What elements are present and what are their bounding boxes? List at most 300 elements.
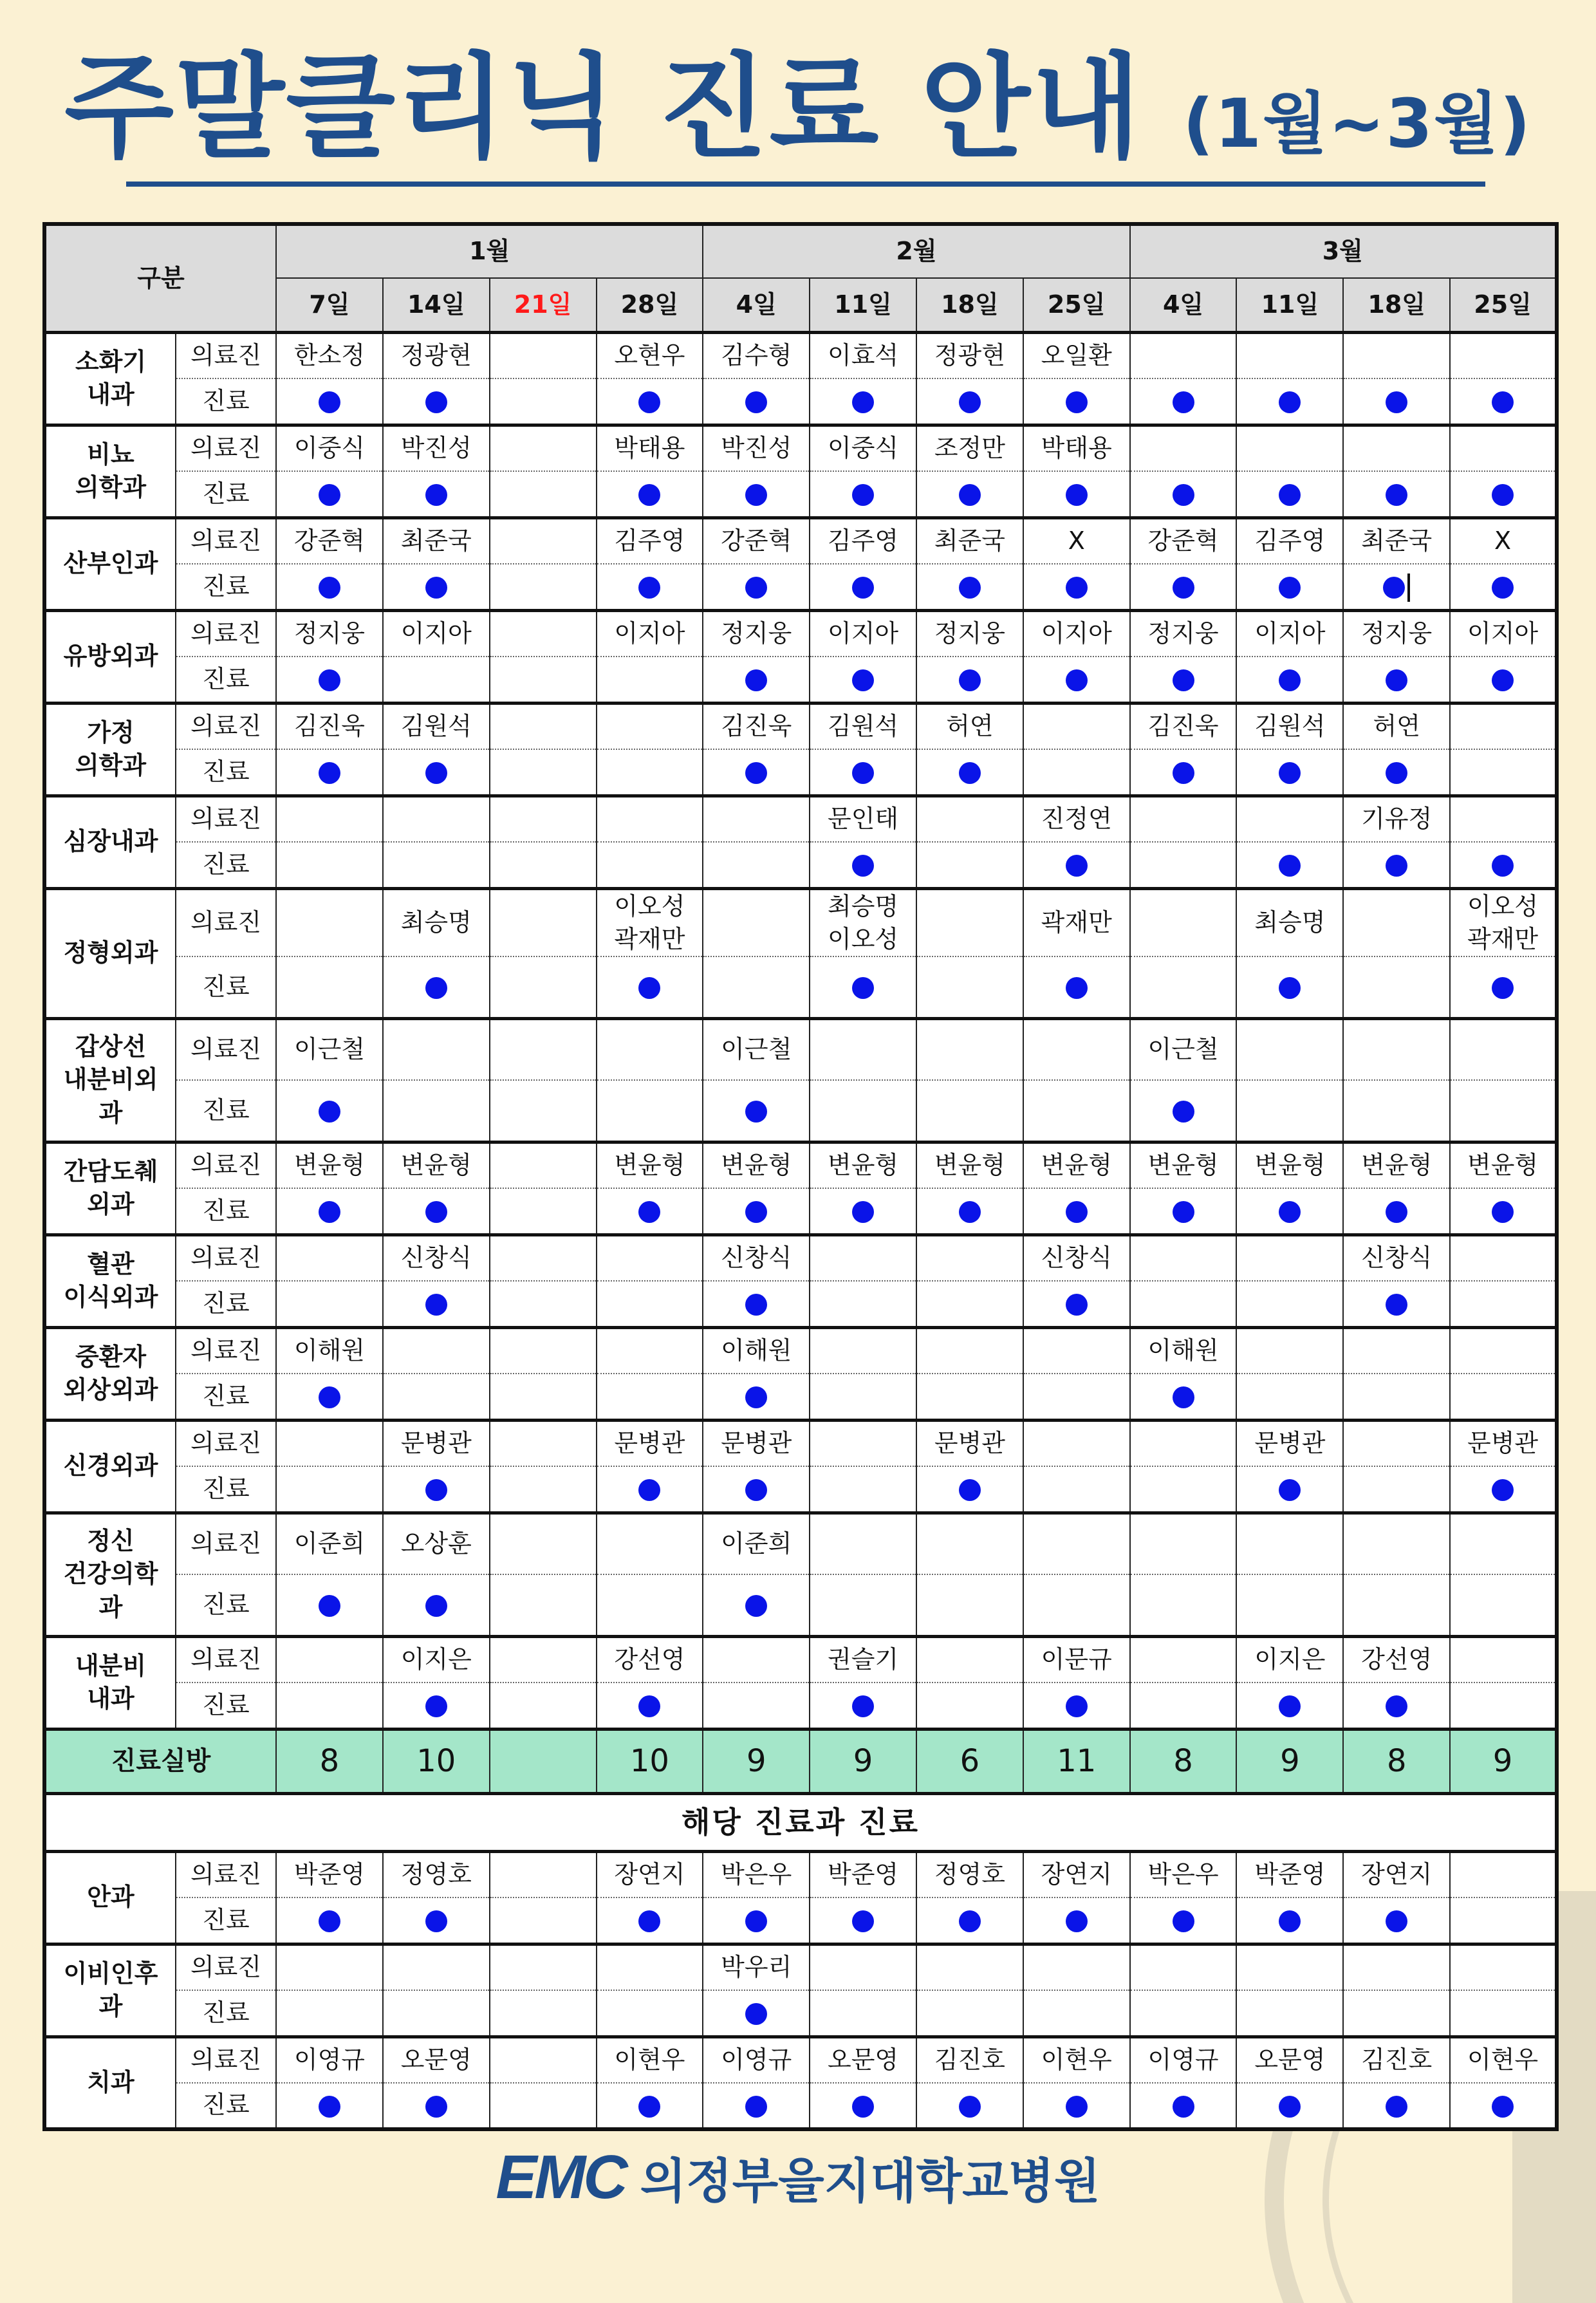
dept-doctor-row xyxy=(44,1944,1557,1990)
doctor-name: 이오성 xyxy=(614,891,685,920)
doctor-name: 문인태 xyxy=(828,805,899,834)
clinic-cell xyxy=(597,1374,703,1420)
title-underline xyxy=(126,182,1485,187)
clinic-cell xyxy=(383,564,490,610)
clinic-cell xyxy=(490,378,597,425)
clinic-cell xyxy=(1450,1990,1557,2037)
doctor-name: 조정만 xyxy=(934,434,1005,463)
text-line: 내과 xyxy=(87,380,135,409)
clinic-dot-icon xyxy=(638,391,660,413)
dept-clinic-row xyxy=(44,564,1557,610)
clinic-cell xyxy=(916,1683,1023,1729)
clinic-dot-icon xyxy=(1386,669,1407,691)
doctor-name: 김주영 xyxy=(1254,527,1326,555)
dept-doctor-row xyxy=(44,888,1557,956)
doctor-cell xyxy=(1130,1235,1237,1281)
doctor-cell xyxy=(1343,1944,1450,1990)
clinic-cell xyxy=(597,842,703,888)
clinic-cell xyxy=(1236,842,1343,888)
clinic-cell xyxy=(276,1188,383,1235)
doctor-name: 이중식 xyxy=(828,434,899,463)
header-date: 4일 xyxy=(1130,278,1237,332)
header-date: 28일 xyxy=(597,278,703,332)
doctor-cell xyxy=(490,1235,597,1281)
clinic-dot-icon xyxy=(1066,855,1088,877)
clinic-cell xyxy=(276,2083,383,2129)
clinic-cell xyxy=(703,564,810,610)
clinic-cell xyxy=(916,956,1023,1018)
doctor-cell xyxy=(1343,517,1450,564)
clinic-cell xyxy=(703,1080,810,1142)
clinic-dot-icon xyxy=(1066,1201,1088,1223)
clinic-cell xyxy=(1023,1897,1130,1944)
doctor-cell xyxy=(1343,888,1450,956)
clinic-cell xyxy=(916,1574,1023,1636)
header-month: 2월 xyxy=(703,224,1129,278)
clinic-cell xyxy=(276,749,383,796)
clinic-cell xyxy=(1236,564,1343,610)
doctor-cell xyxy=(1236,1235,1343,1281)
clinic-cell xyxy=(276,471,383,517)
doctor-name: 박진성 xyxy=(721,434,792,463)
row-type-doctor: 의료진 xyxy=(176,1513,276,1574)
doctor-name: 변윤형 xyxy=(400,1151,472,1180)
row-type-clinic: 진료 xyxy=(176,1683,276,1729)
clinic-cell xyxy=(597,749,703,796)
doctor-cell xyxy=(1130,517,1237,564)
clinic-cell xyxy=(597,2083,703,2129)
doctor-name: 김주영 xyxy=(828,527,899,555)
clinic-cell xyxy=(1450,471,1557,517)
clinic-cell xyxy=(703,956,810,1018)
doctor-name: 오문영 xyxy=(828,2046,899,2075)
doctor-cell xyxy=(810,1420,916,1466)
doctor-cell xyxy=(1130,1018,1237,1080)
clinic-cell xyxy=(1130,1897,1237,1944)
doctor-name: 이효석 xyxy=(828,341,899,370)
doctor-name: 박준영 xyxy=(1254,1860,1326,1889)
header-date: 7일 xyxy=(276,278,383,332)
text-cursor-icon xyxy=(1407,573,1410,602)
doctor-name: 문병관 xyxy=(1467,1429,1539,1458)
clinic-cell xyxy=(1343,564,1450,610)
clinic-cell xyxy=(597,1466,703,1513)
doctor-name: 최승명 xyxy=(1254,908,1326,937)
doctor-cell xyxy=(597,332,703,378)
doctor-cell xyxy=(1450,1944,1557,1990)
clinic-dot-icon xyxy=(745,391,767,413)
clinic-dot-icon xyxy=(1066,1294,1088,1316)
clinic-dot-icon xyxy=(425,1294,447,1316)
doctor-name: 이중식 xyxy=(293,434,365,463)
doctor-cell xyxy=(383,425,490,471)
clinic-cell xyxy=(1023,1281,1130,1327)
doctor-name: 장연지 xyxy=(1361,1860,1433,1889)
clinic-dot-icon xyxy=(745,1201,767,1223)
totals-value: 10 xyxy=(597,1729,703,1793)
clinic-dot-icon xyxy=(1279,977,1301,999)
clinic-dot-icon xyxy=(959,2096,981,2118)
clinic-cell xyxy=(1343,1466,1450,1513)
clinic-cell xyxy=(383,1080,490,1142)
clinic-dot-icon xyxy=(1279,391,1301,413)
doctor-cell xyxy=(916,517,1023,564)
doctor-name: 변윤형 xyxy=(828,1151,899,1180)
doctor-cell xyxy=(1236,1018,1343,1080)
doctor-name: 박태용 xyxy=(614,434,685,463)
clinic-cell xyxy=(490,842,597,888)
doctor-cell xyxy=(490,1944,597,1990)
clinic-dot-icon xyxy=(425,1479,447,1501)
doctor-name: 변윤형 xyxy=(1361,1151,1433,1180)
clinic-cell xyxy=(1450,2083,1557,2129)
doctor-cell xyxy=(916,888,1023,956)
clinic-cell xyxy=(383,1683,490,1729)
doctor-cell xyxy=(1343,1142,1450,1188)
clinic-cell xyxy=(1130,1281,1237,1327)
clinic-cell xyxy=(1130,749,1237,796)
clinic-cell xyxy=(1236,1897,1343,1944)
totals-value: 9 xyxy=(1236,1729,1343,1793)
clinic-cell xyxy=(1450,657,1557,703)
doctor-cell xyxy=(383,796,490,842)
doctor-cell xyxy=(490,1513,597,1574)
dept-clinic-row xyxy=(44,749,1557,796)
doctor-cell xyxy=(1023,1327,1130,1374)
doctor-name: 이지은 xyxy=(400,1645,472,1674)
row-type-clinic: 진료 xyxy=(176,749,276,796)
clinic-dot-icon xyxy=(1173,1910,1194,1932)
doctor-name: 허연 xyxy=(1373,712,1420,741)
doctor-name: 최준국 xyxy=(1361,527,1433,555)
clinic-cell xyxy=(810,1188,916,1235)
doctor-cell xyxy=(597,703,703,749)
dept-name xyxy=(44,610,176,703)
clinic-dot-icon xyxy=(1066,1695,1088,1717)
dept-doctor-row xyxy=(44,1018,1557,1080)
clinic-dot-icon xyxy=(1173,2096,1194,2118)
doctor-cell xyxy=(1023,796,1130,842)
doctor-cell xyxy=(810,517,916,564)
row-type-clinic: 진료 xyxy=(176,1897,276,1944)
doctor-cell xyxy=(916,1018,1023,1080)
clinic-cell xyxy=(810,2083,916,2129)
clinic-cell xyxy=(1236,1080,1343,1142)
doctor-name: 박은우 xyxy=(721,1860,792,1889)
clinic-cell xyxy=(490,1574,597,1636)
doctor-cell xyxy=(1130,1327,1237,1374)
doctor-cell xyxy=(383,1142,490,1188)
doctor-cell xyxy=(597,1142,703,1188)
doctor-cell xyxy=(810,1944,916,1990)
doctor-cell xyxy=(1450,332,1557,378)
doctor-cell xyxy=(276,888,383,956)
doctor-cell xyxy=(916,1235,1023,1281)
clinic-dot-icon xyxy=(745,1595,767,1617)
clinic-cell xyxy=(276,1574,383,1636)
dept-doctor-row xyxy=(44,1513,1557,1574)
clinic-dot-icon xyxy=(425,484,447,506)
row-type-doctor: 의료진 xyxy=(176,888,276,956)
doctor-cell xyxy=(916,1636,1023,1683)
doctor-cell xyxy=(490,888,597,956)
doctor-cell xyxy=(810,332,916,378)
doctor-cell xyxy=(703,1327,810,1374)
dept-name xyxy=(44,517,176,610)
clinic-dot-icon xyxy=(319,577,340,599)
clinic-cell xyxy=(276,1990,383,2037)
doctor-name: 곽재만 xyxy=(1041,908,1112,937)
doctor-cell xyxy=(810,888,916,956)
clinic-cell xyxy=(1130,1188,1237,1235)
doctor-cell xyxy=(276,1327,383,1374)
doctor-cell xyxy=(490,1636,597,1683)
clinic-dot-icon xyxy=(638,1910,660,1932)
clinic-cell xyxy=(276,956,383,1018)
doctor-cell xyxy=(810,1327,916,1374)
doctor-cell xyxy=(383,1944,490,1990)
clinic-cell xyxy=(1450,1188,1557,1235)
clinic-cell xyxy=(490,471,597,517)
doctor-cell xyxy=(597,425,703,471)
dept-clinic-row xyxy=(44,1281,1557,1327)
dept-name xyxy=(44,2037,176,2129)
clinic-cell xyxy=(1343,471,1450,517)
doctor-cell xyxy=(810,703,916,749)
clinic-cell xyxy=(1023,378,1130,425)
doctor-cell xyxy=(1023,1235,1130,1281)
clinic-dot-icon xyxy=(1173,762,1194,784)
doctor-name: 기유정 xyxy=(1361,805,1433,834)
clinic-cell xyxy=(490,1080,597,1142)
clinic-cell xyxy=(916,378,1023,425)
row-type-doctor: 의료진 xyxy=(176,1420,276,1466)
header-month: 1월 xyxy=(276,224,703,278)
dept-name xyxy=(44,703,176,796)
doctor-cell xyxy=(383,888,490,956)
clinic-cell xyxy=(1023,564,1130,610)
clinic-dot-icon xyxy=(1386,2096,1407,2118)
clinic-cell xyxy=(1130,1683,1237,1729)
doctor-cell xyxy=(1236,1142,1343,1188)
doctor-name: 문병관 xyxy=(1254,1429,1326,1458)
clinic-dot-icon xyxy=(1279,577,1301,599)
totals-value: 9 xyxy=(810,1729,916,1793)
doctor-cell xyxy=(383,1636,490,1683)
doctor-cell xyxy=(1130,703,1237,749)
clinic-dot-icon xyxy=(852,391,874,413)
doctor-cell xyxy=(810,1851,916,1897)
totals-value: 8 xyxy=(1343,1729,1450,1793)
clinic-dot-icon xyxy=(1279,855,1301,877)
header-date: 21일 xyxy=(490,278,597,332)
doctor-name: 오상훈 xyxy=(400,1529,472,1558)
header-date: 25일 xyxy=(1450,278,1557,332)
clinic-cell xyxy=(1450,1897,1557,1944)
doctor-cell xyxy=(490,610,597,657)
text-line: 가정 xyxy=(87,718,135,747)
clinic-cell xyxy=(810,471,916,517)
doctor-name: 신창식 xyxy=(1361,1244,1433,1273)
clinic-cell xyxy=(703,1574,810,1636)
clinic-dot-icon xyxy=(745,1479,767,1501)
doctor-cell xyxy=(810,425,916,471)
doctor-cell xyxy=(1130,1142,1237,1188)
text-line: 외과 xyxy=(87,1190,135,1219)
header-date: 4일 xyxy=(703,278,810,332)
clinic-dot-icon xyxy=(1492,977,1514,999)
doctor-cell xyxy=(1450,1142,1557,1188)
dept-clinic-row xyxy=(44,1897,1557,1944)
clinic-cell xyxy=(1130,378,1237,425)
doctor-cell xyxy=(1236,425,1343,471)
clinic-cell xyxy=(1236,1990,1343,2037)
header-date: 18일 xyxy=(1343,278,1450,332)
clinic-cell xyxy=(1130,471,1237,517)
doctor-cell xyxy=(1023,1513,1130,1574)
doctor-cell xyxy=(810,1513,916,1574)
clinic-cell xyxy=(1236,749,1343,796)
doctor-cell xyxy=(597,1636,703,1683)
doctor-name: 박진성 xyxy=(400,434,472,463)
clinic-cell xyxy=(810,749,916,796)
row-type-doctor: 의료진 xyxy=(176,1142,276,1188)
clinic-cell xyxy=(597,564,703,610)
clinic-cell xyxy=(703,2083,810,2129)
doctor-cell xyxy=(1023,2037,1130,2083)
doctor-cell xyxy=(1130,796,1237,842)
clinic-dot-icon xyxy=(319,1101,340,1123)
clinic-dot-icon xyxy=(852,1201,874,1223)
row-type-clinic: 진료 xyxy=(176,1374,276,1420)
clinic-cell xyxy=(703,1990,810,2037)
clinic-dot-icon xyxy=(745,2096,767,2118)
doctor-cell xyxy=(276,517,383,564)
row-type-doctor: 의료진 xyxy=(176,332,276,378)
clinic-cell xyxy=(1450,1466,1557,1513)
clinic-cell xyxy=(383,1374,490,1420)
text-line: 심장내과 xyxy=(63,827,158,856)
dept-doctor-row xyxy=(44,1420,1557,1466)
clinic-cell xyxy=(703,657,810,703)
clinic-dot-icon xyxy=(1386,391,1407,413)
doctor-name: 최준국 xyxy=(934,527,1005,555)
text-line: 의학과 xyxy=(75,473,147,501)
dept-name xyxy=(44,1851,176,1944)
clinic-cell xyxy=(1023,1574,1130,1636)
doctor-cell xyxy=(916,703,1023,749)
clinic-cell xyxy=(276,1897,383,1944)
row-type-clinic: 진료 xyxy=(176,842,276,888)
dept-name xyxy=(44,1327,176,1420)
doctor-name: 정광현 xyxy=(934,341,1005,370)
row-type-doctor: 의료진 xyxy=(176,1235,276,1281)
doctor-cell xyxy=(1130,888,1237,956)
doctor-name: 한소정 xyxy=(293,341,365,370)
totals-value: 8 xyxy=(276,1729,383,1793)
clinic-dot-icon xyxy=(319,669,340,691)
doctor-cell xyxy=(1236,1636,1343,1683)
doctor-cell xyxy=(1130,2037,1237,2083)
dept-clinic-row xyxy=(44,657,1557,703)
text-line: 이비인후 xyxy=(63,1959,158,1988)
doctor-name: 변윤형 xyxy=(293,1151,365,1180)
clinic-cell xyxy=(1236,471,1343,517)
doctor-name: 이영규 xyxy=(1147,2046,1219,2075)
doctor-cell xyxy=(490,517,597,564)
doctor-cell xyxy=(597,517,703,564)
header-date: 11일 xyxy=(810,278,916,332)
clinic-cell xyxy=(490,1281,597,1327)
clinic-cell xyxy=(916,1466,1023,1513)
doctor-name: 박준영 xyxy=(293,1860,365,1889)
clinic-dot-icon xyxy=(1386,855,1407,877)
doctor-cell xyxy=(383,1851,490,1897)
dept-clinic-row xyxy=(44,842,1557,888)
doctor-cell xyxy=(597,1513,703,1574)
clinic-dot-icon xyxy=(1492,669,1514,691)
doctor-cell xyxy=(703,1636,810,1683)
doctor-name: 이문규 xyxy=(1041,1645,1112,1674)
clinic-cell xyxy=(1450,1574,1557,1636)
doctor-cell xyxy=(383,2037,490,2083)
clinic-dot-icon xyxy=(959,1201,981,1223)
doctor-cell xyxy=(597,1420,703,1466)
text-line: 소화기 xyxy=(75,347,147,376)
clinic-cell xyxy=(276,378,383,425)
clinic-cell xyxy=(490,1374,597,1420)
clinic-cell xyxy=(1343,1990,1450,2037)
clinic-dot-icon xyxy=(1066,669,1088,691)
doctor-cell xyxy=(1236,1420,1343,1466)
doctor-name: 신창식 xyxy=(400,1244,472,1273)
dept-clinic-row xyxy=(44,956,1557,1018)
clinic-dot-icon xyxy=(319,1910,340,1932)
clinic-cell xyxy=(1450,956,1557,1018)
clinic-cell xyxy=(810,1683,916,1729)
doctor-cell xyxy=(1450,796,1557,842)
clinic-cell xyxy=(597,471,703,517)
doctor-name: 정광현 xyxy=(400,341,472,370)
doctor-cell xyxy=(1450,1636,1557,1683)
doctor-cell xyxy=(276,1018,383,1080)
doctor-cell xyxy=(1343,332,1450,378)
row-type-doctor: 의료진 xyxy=(176,610,276,657)
doctor-name: 이오성 xyxy=(828,924,899,953)
hospital-logo: EMC xyxy=(496,2143,626,2212)
text-line: 중환자 xyxy=(75,1342,147,1371)
text-line: 과 xyxy=(98,1992,123,2021)
doctor-cell xyxy=(1343,1235,1450,1281)
clinic-dot-icon xyxy=(745,1101,767,1123)
clinic-dot-icon xyxy=(745,1386,767,1408)
title-sub: (1월~3월) xyxy=(1183,84,1532,163)
doctor-name: 강준혁 xyxy=(1147,527,1219,555)
clinic-cell xyxy=(810,1990,916,2037)
doctor-name: 오문영 xyxy=(1254,2046,1326,2075)
doctor-name: 신창식 xyxy=(1041,1244,1112,1273)
dept-doctor-row xyxy=(44,703,1557,749)
doctor-cell xyxy=(276,1851,383,1897)
clinic-dot-icon xyxy=(319,1201,340,1223)
doctor-name: 정지웅 xyxy=(934,619,1005,648)
totals-label: 진료실방 xyxy=(44,1729,276,1793)
doctor-name: 김수형 xyxy=(721,341,792,370)
totals-value: 6 xyxy=(916,1729,1023,1793)
clinic-dot-icon xyxy=(1173,1201,1194,1223)
row-type-clinic: 진료 xyxy=(176,657,276,703)
dept-clinic-row xyxy=(44,1990,1557,2037)
